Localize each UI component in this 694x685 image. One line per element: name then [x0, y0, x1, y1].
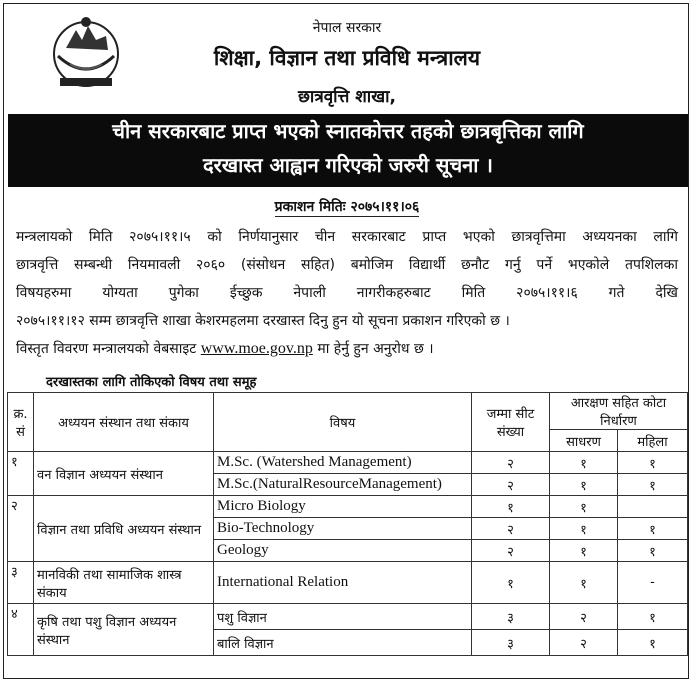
cell-general: १: [550, 496, 618, 518]
table-row: [8, 562, 688, 604]
col-subject: विषय: [214, 393, 472, 452]
cell-subject: बालि विज्ञान: [214, 630, 472, 656]
body-line-suffix: मा हेर्नु हुन अनुरोध छ ।: [317, 341, 434, 357]
cell-total-seats: २: [472, 474, 550, 496]
banner-line-2: दरखास्त आह्वान गरिएको जरुरी सूचना ।: [203, 153, 493, 177]
cell-subject: पशु विज्ञान: [214, 604, 472, 630]
cell-total-seats: ३: [472, 604, 550, 630]
ministry-website-link[interactable]: www.moe.gov.np: [200, 340, 313, 357]
cell-total-seats: २: [472, 452, 550, 474]
col-reservation: आरक्षण सहित कोटा निर्धारण: [550, 393, 688, 430]
banner-line-1: चीन सरकारबाट प्राप्त भएको स्नातकोत्तर तहको छात्रबृत्तिका लागि: [112, 119, 584, 143]
table-row: [8, 604, 688, 630]
col-general: साधरण: [550, 430, 618, 452]
table-row: [8, 496, 688, 518]
cell-female: [618, 496, 688, 518]
cell-sn: २: [8, 496, 34, 562]
col-institute: अध्ययन संस्थान तथा संकाय: [34, 393, 214, 452]
cell-total-seats: १: [472, 562, 550, 604]
cell-institute: वन विज्ञान अध्ययन संस्थान: [34, 452, 214, 496]
publication-date: प्रकाशन मितिः २०७५।११।०६: [274, 199, 420, 215]
cell-total-seats: २: [472, 540, 550, 562]
col-female: महिला: [618, 430, 688, 452]
body-line-prefix: विस्तृत विवरण मन्त्रालयको वेबसाइट: [16, 341, 197, 357]
body-line: विषयहरुमा योग्यता पुगेका ईच्छुक नेपाली नागरीकहरुबाट मिति २०७५।११।६ गते देखि: [16, 285, 678, 301]
cell-general: १: [550, 474, 618, 496]
cell-sn: १: [8, 452, 34, 496]
table-row: [8, 452, 688, 474]
cell-subject: International Relation: [214, 562, 472, 604]
cell-general: १: [550, 562, 618, 604]
cell-subject: Geology: [214, 540, 472, 562]
cell-total-seats: ३: [472, 630, 550, 656]
cell-general: २: [550, 630, 618, 656]
cell-total-seats: १: [472, 496, 550, 518]
table-title: दरखास्तका लागि तोकिएको विषय तथा समूह: [46, 375, 257, 390]
col-sn: क्र. सं: [8, 393, 34, 452]
cell-female: १: [618, 518, 688, 540]
cell-female: १: [618, 474, 688, 496]
cell-female: १: [618, 540, 688, 562]
cell-sn: ३: [8, 562, 34, 604]
cell-institute: कृषि तथा पशु विज्ञान अध्ययन संस्थान: [34, 604, 214, 656]
cell-subject: M.Sc.(NaturalResourceManagement): [214, 474, 472, 496]
cell-female: १: [618, 604, 688, 630]
cell-subject: Micro Biology: [214, 496, 472, 518]
cell-sn: ४: [8, 604, 34, 656]
cell-institute: विज्ञान तथा प्रविधि अध्ययन संस्थान: [34, 496, 214, 562]
body-line: छात्रवृत्ति सम्बन्धी नियमावली २०६० (संसोधन सहित) बमोजिम विद्यार्थी छनौट गर्नु पर्ने भएकोले तपशिलका: [16, 257, 678, 273]
body-line: [16, 335, 678, 363]
cell-subject: M.Sc. (Watershed Management): [214, 452, 472, 474]
subjects-table: [7, 392, 688, 656]
ministry-title: शिक्षा, विज्ञान तथा प्रविधि मन्त्रालय: [213, 46, 481, 70]
notice-body: [16, 223, 678, 363]
cell-female: -: [618, 562, 688, 604]
body-line: २०७५।११।१२ सम्म छात्रवृत्ति शाखा केशरमहलमा दरखास्त दिनु हुन यो सूचना प्रकाशन गरिएको छ ।: [16, 313, 510, 329]
cell-total-seats: २: [472, 518, 550, 540]
section-title: छात्रवृत्ति शाखा,: [298, 87, 396, 107]
notice-banner: [8, 114, 688, 187]
cell-general: १: [550, 518, 618, 540]
body-line: मन्त्रलायको मिति २०७५।११।५ को निर्णयानुसार चीन सरकारबाट प्राप्त भएको छात्रवृत्तिमा अध्ययनका लागि: [16, 229, 678, 245]
col-total-seats: जम्मा सीट संख्या: [472, 393, 550, 452]
cell-general: २: [550, 604, 618, 630]
cell-female: १: [618, 452, 688, 474]
government-label: नेपाल सरकार: [312, 20, 382, 36]
cell-institute: मानविकी तथा सामाजिक शास्त्र संकाय: [34, 562, 214, 604]
cell-general: १: [550, 452, 618, 474]
cell-female: १: [618, 630, 688, 656]
cell-subject: Bio-Technology: [214, 518, 472, 540]
cell-general: १: [550, 540, 618, 562]
